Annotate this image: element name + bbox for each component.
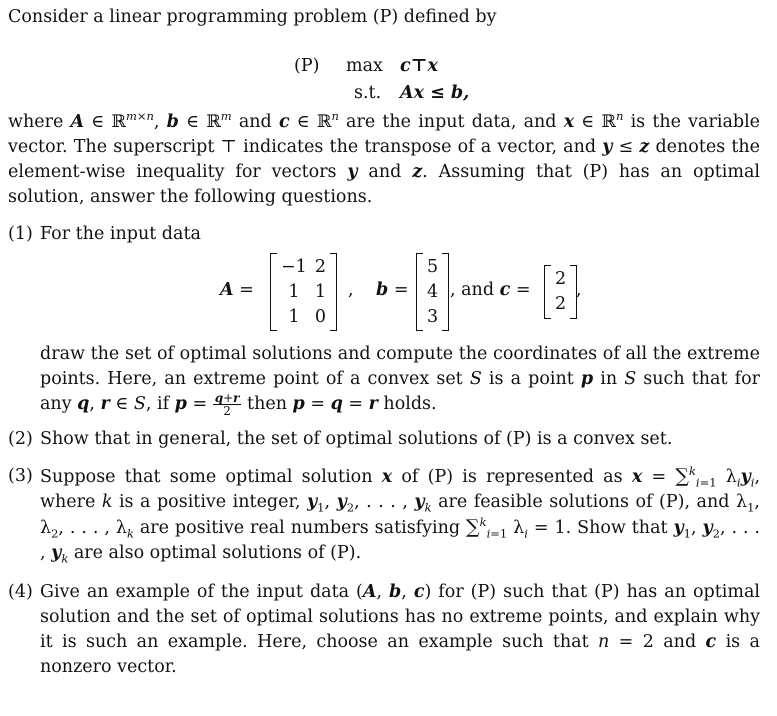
input-data-display: A = −1 2 1 1 1 0 , b = 5 4 3 , and c = 2 2 , bbox=[40, 247, 760, 342]
vector-c: 2 2 bbox=[544, 265, 577, 319]
question-number: (1) bbox=[8, 224, 33, 244]
intro-line: Consider a linear programming problem (P) defined by bbox=[8, 7, 497, 27]
question-1 bbox=[8, 222, 760, 417]
matrix-a-label: A = bbox=[220, 280, 254, 300]
question-2 bbox=[8, 427, 760, 452]
and-c-label: , and c = bbox=[450, 280, 531, 300]
problem-label: (P) bbox=[294, 56, 320, 76]
lp-display bbox=[8, 32, 760, 110]
question-4 bbox=[8, 580, 760, 680]
question-4-text: Give an example of the input data (A, b, c) for (P) such that (P) has an optimal solution and the set of optimal solutions has no extreme points, and explain why it is such an example. Here, choose an example such that n = 2 and c is a nonzero vector. bbox=[40, 582, 760, 677]
constraint: Ax ≤ b, bbox=[400, 83, 470, 103]
vector-b: 5 4 3 bbox=[416, 253, 449, 331]
question-1-lead: For the input data bbox=[40, 224, 201, 244]
st-word: s.t. bbox=[354, 83, 382, 103]
definitions-paragraph: where A ∈ ℝ$^{m\times n}$, b ∈ ℝ$^m$ and c ∈ ℝ$^n$ are the input data, and x ∈ ℝ$^n$ is the variable vector. The superscript ⊤ indicates the transpose of a vector, and y ≤ z denotes the element-wise inequality for vectors y and z. Assuming that (P) has an optimal solution, answer the following questions. bbox=[8, 109, 761, 207]
question-2-text: Show that in general, the set of optimal solutions of (P) is a convex set. bbox=[40, 429, 673, 449]
max-word: max bbox=[346, 56, 383, 76]
question-3-text: Suppose that some optimal solution x of (P) is represented as x = ∑$^k_{i=1}$ $\lambda_iy_i$, where k is a positive integer, $y_1$, $y_2$, . . . , $y_k$ are feasible solutions of (P), and $\lambda_1$, $\lambda_2$, . . . , $\lambda_k$ are positive real numbers satisfying ∑$^k_{i=1}$ $\lambda_i = 1$. Show that $y_1$, $y_2$, . . . , $y_k$ are also optimal solutions of (P). bbox=[40, 464, 761, 566]
problem-statement bbox=[8, 5, 760, 680]
question-number: (4) bbox=[8, 582, 33, 602]
question-1-text: draw the set of optimal solutions and compute the coordinates of all the extreme points. Here, an extreme point of a convex set S is a point p in S such that for any q, r ∈ S, if p = $\frac{q+r}{2}$ then p = q = r holds. bbox=[40, 344, 760, 418]
objective: c⊤x bbox=[400, 56, 438, 76]
question-3 bbox=[8, 464, 760, 566]
matrix-a: −1 2 1 1 1 0 bbox=[270, 253, 337, 331]
question-number: (2) bbox=[8, 429, 33, 449]
vector-b-label: b = bbox=[376, 280, 409, 300]
question-number: (3) bbox=[8, 466, 33, 486]
